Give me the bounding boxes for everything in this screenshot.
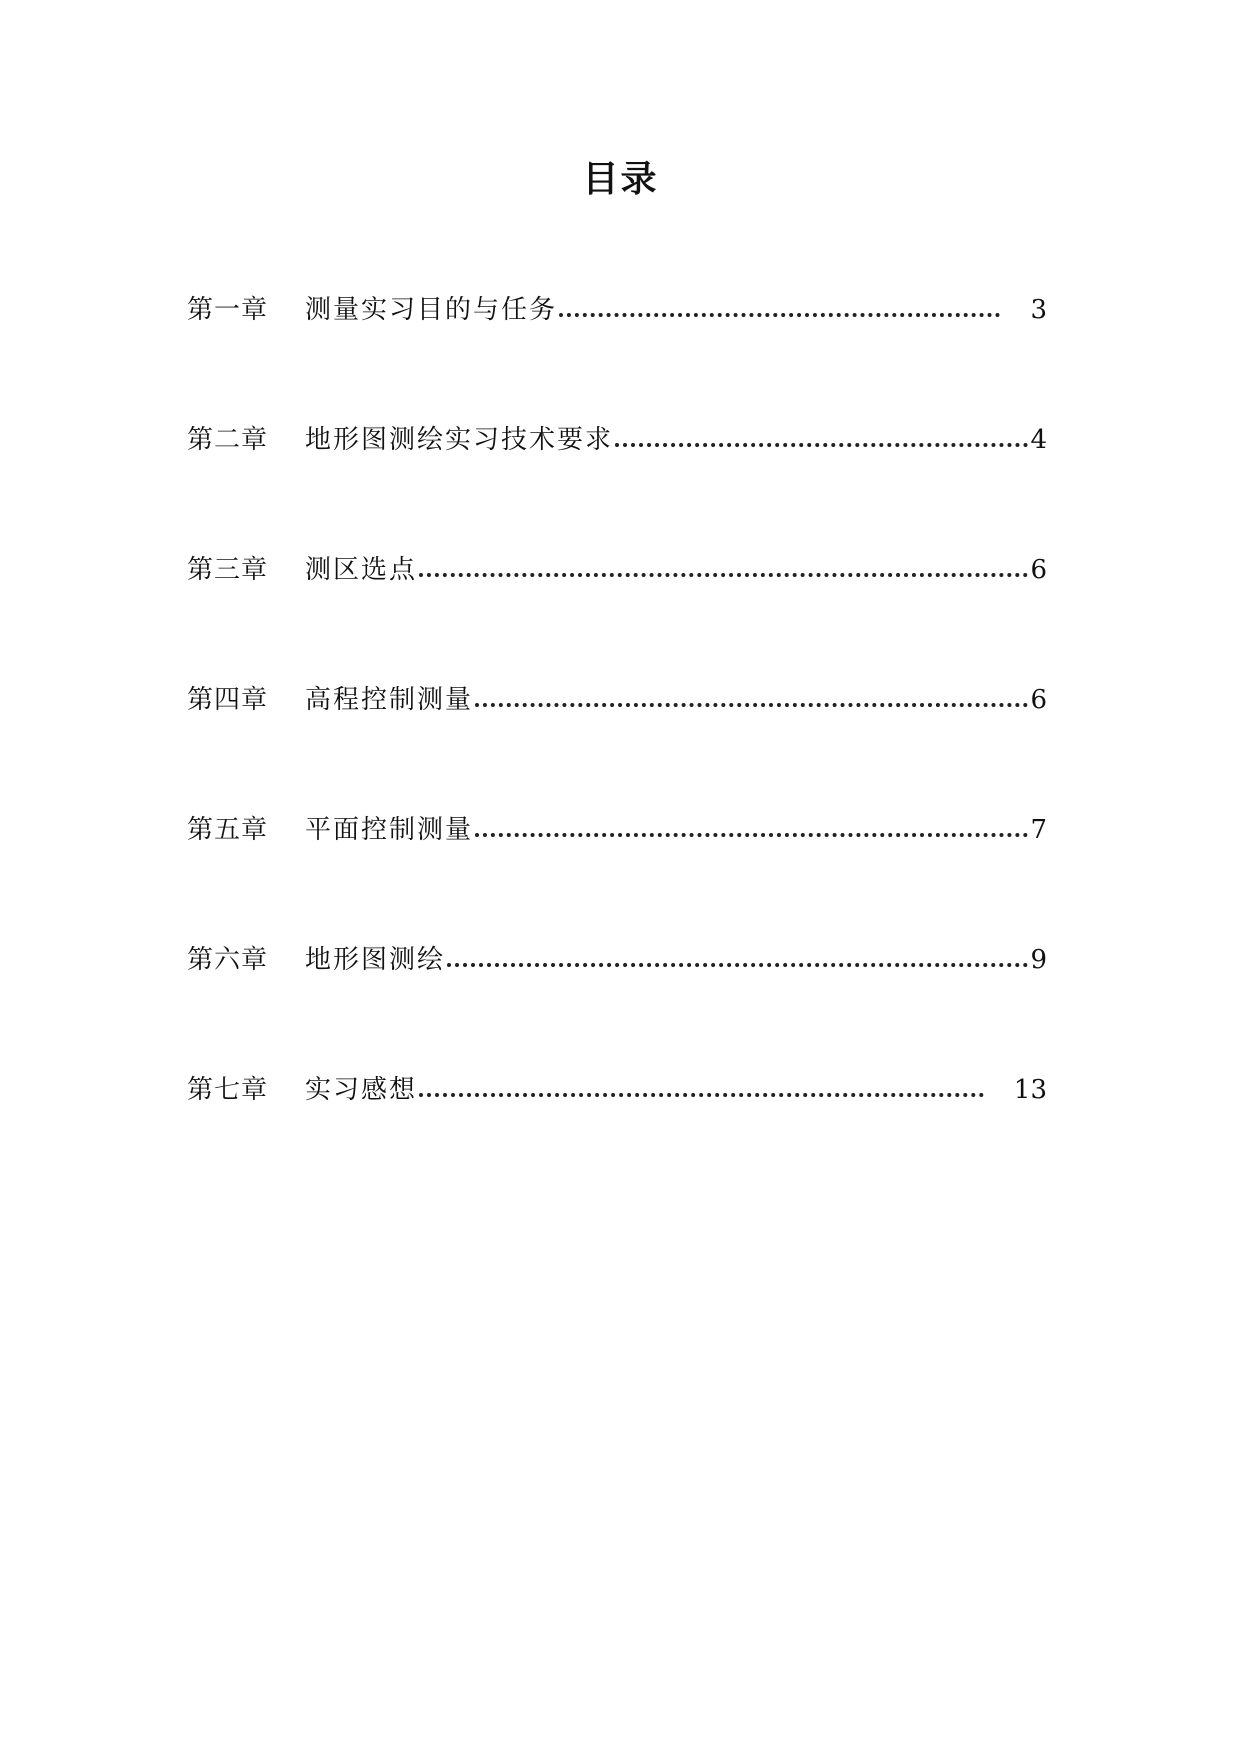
chapter-number: 第七章	[187, 1075, 269, 1105]
page-number: 6	[1030, 685, 1047, 715]
page-number: 4	[1030, 425, 1047, 455]
dot-leader	[445, 940, 1030, 980]
dot-leader	[473, 810, 1030, 850]
toc-entry[interactable]	[187, 1070, 1047, 1200]
dot-leader	[417, 550, 1030, 590]
toc-entry[interactable]	[187, 680, 1047, 810]
toc-entry[interactable]	[187, 810, 1047, 940]
dot-leader	[417, 1070, 986, 1110]
chapter-title: 测区选点	[305, 555, 418, 585]
chapter-title: 平面控制测量	[305, 815, 474, 845]
chapter-number: 第四章	[187, 685, 269, 715]
toc-entry[interactable]	[187, 290, 1047, 420]
dot-leader	[473, 680, 1030, 720]
chapter-number: 第三章	[187, 555, 269, 585]
page-number: 6	[1030, 555, 1047, 585]
chapter-title: 测量实习目的与任务	[305, 295, 558, 325]
toc-entry[interactable]	[187, 420, 1047, 550]
chapter-number: 第一章	[187, 295, 269, 325]
chapter-number: 第五章	[187, 815, 269, 845]
chapter-title: 实习感想	[305, 1075, 418, 1105]
toc-entry[interactable]	[187, 550, 1047, 680]
page-title: 目录	[582, 159, 659, 200]
page-number: 9	[1030, 945, 1047, 975]
page-number: 13	[1013, 1075, 1047, 1105]
chapter-title: 地形图测绘实习技术要求	[305, 425, 614, 455]
chapter-number: 第六章	[187, 945, 269, 975]
chapter-title: 高程控制测量	[305, 685, 474, 715]
page-number: 3	[1030, 295, 1047, 325]
dot-leader	[613, 420, 1030, 460]
chapter-title: 地形图测绘	[305, 945, 446, 975]
table-of-contents	[187, 290, 1047, 1200]
toc-entry[interactable]	[187, 940, 1047, 1070]
dot-leader	[557, 290, 1002, 330]
page-number: 7	[1030, 815, 1047, 845]
chapter-number: 第二章	[187, 425, 269, 455]
